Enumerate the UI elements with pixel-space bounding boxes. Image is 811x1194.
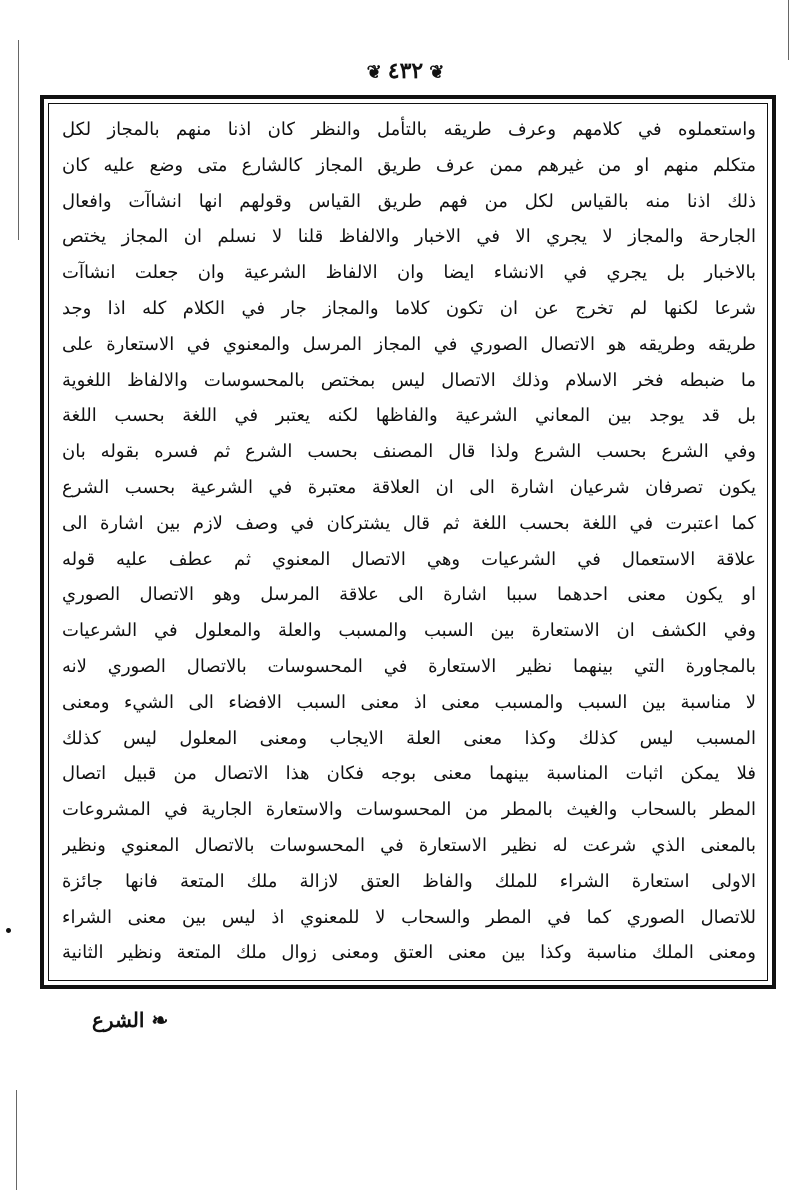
catchword-text: الشرع [92, 1008, 145, 1032]
text-line: واستعملوه في كلامهم وعرف طريقه بالتأمل والنظر كان اذنا منهم بالمجاز لكل [62, 119, 756, 140]
text-line: علاقة الاستعمال في الشرعيات وهي الاتصال المعنوي ثم عطف عليه قوله [62, 548, 756, 570]
text-line: بالمجاورة التي بينهما نظير الاستعارة في المحسوسات بالاتصال الصوري لانه [62, 655, 756, 677]
catchword [92, 1008, 168, 1032]
text-line: يكون تصرفان شرعيان اشارة الى ان العلاقة معتبرة في الشرعية بحسب الشرع [62, 476, 756, 498]
catchword-ornament-icon: ❧ [151, 1008, 169, 1032]
page-number-text: ٤٣٢ [387, 58, 424, 84]
text-line: كما اعتبرت في اللغة بحسب اللغة ثم قال يشتركان في وصف لازم بين اشارة الى [62, 512, 756, 534]
text-line: بالمعنى الذي شرعت له نظير الاستعارة في المحسوسات بالاتصال المعنوي ونظير [62, 834, 756, 856]
text-line: المسبب ليس كذلك وكذا معنى العلة الايجاب ومعنى المعلول ليس كذلك [62, 727, 756, 749]
text-line: المطر بالسحاب والغيث بالمطر من المحسوسات والاستعارة الجارية في المشروعات [62, 799, 756, 821]
scan-artifact-line [18, 40, 19, 240]
text-line: شرعا لكنها لم تخرج عن ان تكون كلاما والمجاز جار في الكلام كله اذا وجد [62, 297, 756, 319]
text-line: بالاخبار بل يجري في الانشاء ايضا وان الالفاظ الشرعية وان جعلت انشاآت [62, 262, 756, 284]
text-line: الجارحة والمجاز لا يجري الا في الاخبار والالفاظ قلنا لا نسلم ان المجاز يختص [62, 226, 756, 248]
scan-artifact-dot [6, 928, 11, 933]
text-line: ومعنى الملك مناسبة وكذا بين معنى العتق ومعنى زوال ملك المتعة ونظير الثانية [62, 942, 756, 964]
ornament-icon: ❦ [366, 62, 382, 83]
body-text [62, 112, 756, 974]
text-line: او يكون معنى احدهما سببا اشارة الى علاقة المرسل وهو الاتصال الصوري [62, 584, 756, 606]
text-line: لا مناسبة بين السبب والمسبب معنى اذ معنى السبب الافضاء الى الشيء ومعنى [62, 691, 756, 713]
scan-artifact-line [788, 0, 789, 60]
scan-artifact-line [16, 1090, 17, 1190]
text-line: ما ضبطه فخر الاسلام وذلك الاتصال ليس بمختص بالمحسوسات والالفاظ اللغوية [62, 369, 756, 391]
text-line: وفي الشرع بحسب الشرع ولذا قال المصنف بحسب الشرع ثم فسره بقوله بان [62, 441, 756, 463]
page-number [0, 58, 811, 84]
text-line: الاولى استعارة الشراء للملك والفاظ العتق لازالة ملك المتعة فانها جائزة [62, 870, 756, 892]
text-line [62, 971, 756, 974]
text-line: بل قد يوجد بين المعاني الشرعية والفاظها لكنه يعتبر في اللغة بحسب اللغة [62, 405, 756, 427]
text-line: فلا يمكن اثبات المناسبة بينهما معنى بوجه فكان هذا الاتصال من قبيل اتصال [62, 763, 756, 785]
text-line: ذلك اذنا منه بالقياس لكل من فهم طريق القياس وقولهم انها انشاآت وافعال [62, 190, 756, 212]
ornament-icon: ❦ [429, 62, 445, 83]
text-line: وفي الكشف ان الاستعارة بين السبب والمسبب والعلة والمعلول في الشرعيات [62, 620, 756, 642]
text-line: متكلم منهم او من غيرهم ممن عرف طريق المجاز كالشارع متى وضع عليه كان [62, 154, 756, 176]
text-line: طريقه وطريقه هو الاتصال الصوري في المجاز المرسل والمعنوي في الاستعارة على [62, 333, 756, 355]
text-line: للاتصال الصوري كما في المطر والسحاب لا للمعنوي اذ ليس بين معنى الشراء [62, 906, 756, 928]
